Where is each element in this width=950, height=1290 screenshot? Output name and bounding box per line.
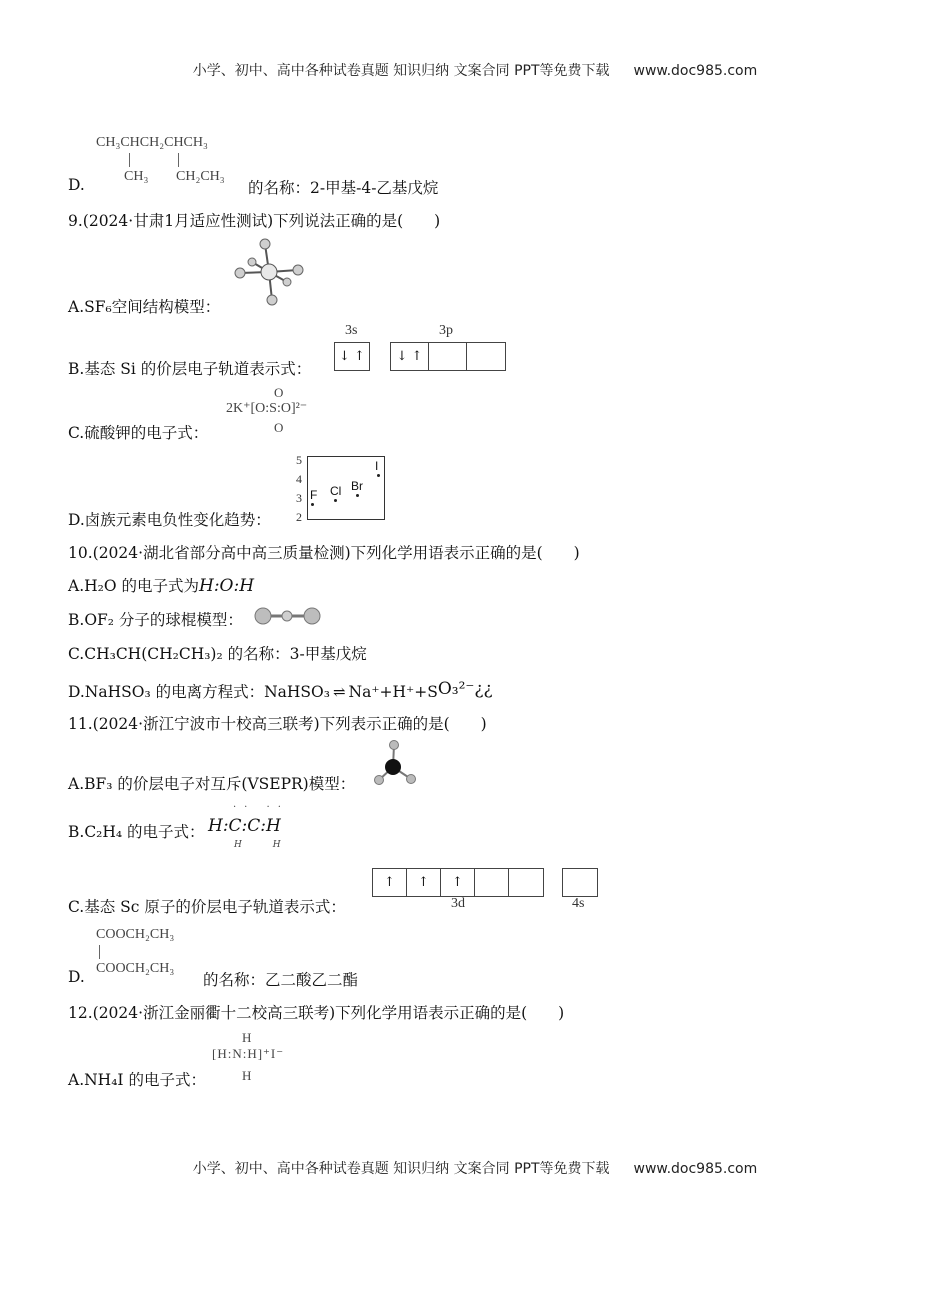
point-label-i: I: [375, 459, 379, 473]
q8d-struct-main: CH₃CHCH₂CHCH₃: [96, 135, 208, 150]
sulfite-tail: O₃²⁻¿¿: [437, 679, 493, 699]
orbital-box: [563, 869, 597, 896]
point-label-br: Br: [351, 479, 363, 493]
axis-tick: 5: [296, 453, 302, 467]
orbital-box: ↑: [373, 869, 407, 896]
q8d-text: 的名称：2-甲基-4-乙基戊烷: [248, 179, 439, 197]
header-text: 小学、初中、高中各种试卷真题 知识归纳 文案合同 PPT等免费下载: [192, 63, 610, 79]
h2o-electron-formula: H:O:H: [199, 576, 255, 596]
q10-option-c: C.CH₃CH(CH₂CH₃)₂ 的名称：3-甲基戊烷: [68, 645, 367, 663]
point-br: [356, 494, 359, 497]
q9-stem: 9.(2024·甘肃1月适应性测试)下列说法正确的是( ): [68, 212, 441, 230]
nh4i-electron-formula: [H:N:H]⁺I⁻: [212, 1046, 285, 1061]
q11-option-c: C.基态 Sc 原子的价层电子轨道表示式：: [68, 898, 346, 916]
orbital-box: [475, 869, 509, 896]
c2h4-h-bottom: H H: [234, 840, 295, 850]
q9-option-d: D.卤族元素电负性变化趋势：: [68, 511, 271, 529]
nh4-h-bottom: H: [242, 1068, 252, 1083]
electronegativity-axis: [296, 451, 302, 527]
orbital-box: [509, 869, 543, 896]
nh4-h-top: H: [242, 1030, 252, 1045]
si-3s-orbital: [334, 342, 370, 371]
page-header: [0, 60, 950, 80]
point-cl: [334, 499, 337, 502]
equilibrium-arrow: ⇌: [332, 683, 346, 701]
q10-option-b: B.OF₂ 分子的球棍模型：: [68, 611, 243, 629]
q10-option-d: D.NaHSO₃ 的电离方程式：NaHSO₃ ⇌ Na⁺+H⁺+SO₃²⁻¿¿: [68, 679, 493, 701]
header-url[interactable]: www.doc985.com: [633, 63, 758, 79]
footer-url[interactable]: www.doc985.com: [633, 1161, 758, 1177]
q11d-struct-bottom: COOCH₂CH₃: [96, 961, 175, 976]
q9-option-c: C.硫酸钾的电子式：: [68, 424, 209, 442]
k2so4-electron-formula: 2K⁺[O:S:O]²⁻: [226, 401, 308, 416]
q11-option-b: B.C₂H₄ 的电子式：: [68, 823, 205, 841]
q9-3s-label: 3s: [345, 323, 358, 338]
q10-stem: 10.(2024·湖北省部分高中高三质量检测)下列化学用语表示正确的是( ): [68, 544, 580, 562]
axis-tick: 4: [296, 472, 302, 486]
q9-option-a: A.SF₆空间结构模型：: [68, 298, 221, 316]
point-i: [377, 474, 380, 477]
point-f: [311, 503, 314, 506]
q9-o-bottom: O: [274, 420, 284, 435]
orbital-box: ↓ ↑: [339, 349, 365, 364]
orbital-box: [429, 343, 467, 370]
q11-4s-label: 4s: [572, 896, 585, 911]
si-3p-orbitals: [390, 342, 506, 371]
q11-option-a: A.BF₃ 的价层电子对互斥(VSEPR)模型：: [68, 775, 356, 793]
axis-tick: 3: [296, 491, 302, 505]
page-footer: [0, 1158, 950, 1178]
q12-stem: 12.(2024·浙江金丽衢十二校高三联考)下列化学用语表示正确的是( ): [68, 1004, 565, 1022]
q10-option-a: A.H₂O 的电子式为H:O:H: [68, 576, 255, 596]
orbital-box: ↑: [441, 869, 475, 896]
q9-3p-label: 3p: [439, 323, 453, 338]
c2h4-dots-top: .. ..: [233, 799, 289, 810]
q9-option-b: B.基态 Si 的价层电子轨道表示式：: [68, 360, 312, 378]
q11d-struct-top: COOCH₂CH₃: [96, 927, 175, 942]
electronegativity-chart: [307, 456, 385, 520]
orbital-box: [467, 343, 505, 370]
q8d-branch2: CH₂CH₃: [176, 169, 225, 184]
q8d-structure: [96, 135, 225, 184]
q8d-branch1: CH₃: [124, 169, 149, 184]
q11d-bond: [99, 945, 100, 959]
point-label-f: F: [310, 488, 318, 502]
q8d-option: D.: [68, 176, 85, 194]
bf3-vsepr-image: [370, 738, 420, 788]
q11-stem: 11.(2024·浙江宁波市十校高三联考)下列表示正确的是( ): [68, 715, 487, 733]
orbital-box: ↑: [407, 869, 441, 896]
sf6-model-image: [232, 236, 307, 308]
of2-ball-stick-image: [252, 604, 324, 628]
q11-option-d: D.: [68, 968, 85, 986]
q12-option-a: A.NH₄I 的电子式：: [68, 1071, 206, 1089]
q9-o-top: O: [274, 385, 284, 400]
footer-text: 小学、初中、高中各种试卷真题 知识归纳 文案合同 PPT等免费下载: [192, 1161, 610, 1177]
c2h4-electron-formula: H:C:C:H: [208, 816, 281, 836]
orbital-box: ↓ ↑: [391, 343, 429, 370]
sc-3d-orbitals: [372, 868, 544, 897]
q11d-text: 的名称：乙二酸乙二酯: [203, 971, 359, 989]
axis-tick: 2: [296, 510, 302, 524]
q11-3d-label: 3d: [451, 896, 465, 911]
sc-4s-orbital: [562, 868, 598, 897]
point-label-cl: Cl: [330, 484, 342, 498]
